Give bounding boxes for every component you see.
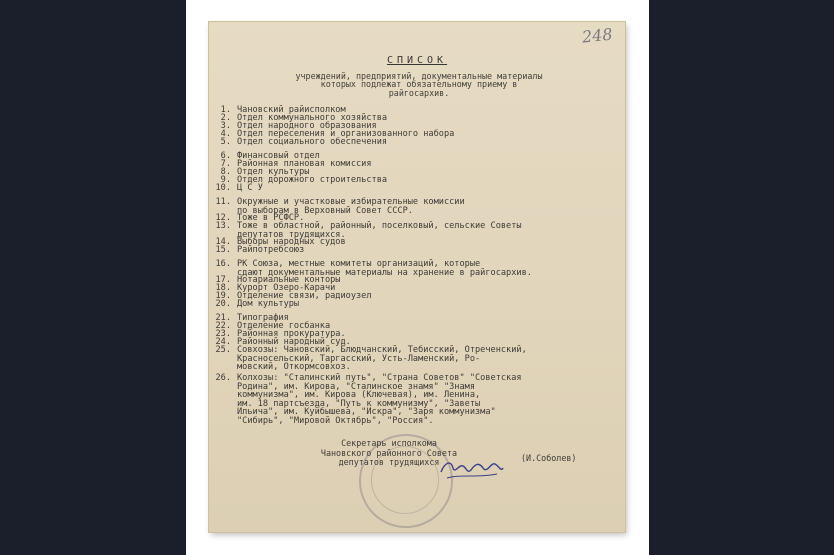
list-item-text: Отдел социального обеспечения: [237, 137, 388, 147]
list-item-text: Родина", им. Кирова, "Сталинское знамя" "Знамя: [237, 381, 475, 392]
list-item-text: Районный народный суд.: [237, 337, 351, 347]
list-item-text: Отделение госбанка: [237, 321, 331, 331]
list-item-text: Колхозы: "Сталинский путь", "Страна Советов" "Советская: [237, 373, 522, 383]
list-item-text: Ц С У: [237, 183, 263, 193]
list-item-text: коммунизма", им. Кирова (Ключевая), им. Ленина,: [237, 390, 481, 401]
list-item-text: депутатов трудящихся.: [237, 229, 346, 240]
list-item-text: Окружные и участковые избирательные комиссии: [237, 197, 465, 207]
signature-line: Чановского районного Совета: [320, 447, 458, 458]
subtitle-line: райгосархив.: [388, 87, 450, 98]
list-item-number: 16.: [215, 259, 231, 269]
list-item-text: Отдел культуры: [237, 167, 310, 177]
list-item-text: Типография: [237, 313, 289, 323]
list-item-text: Отдел народного образования: [237, 121, 377, 131]
list-item-number: 1.: [220, 105, 231, 115]
list-item-number: 12.: [215, 213, 231, 223]
list-item-text: Районная плановая комиссия: [237, 159, 372, 169]
list-item-number: 22.: [215, 321, 231, 331]
subtitle-line: которых подлежат обязательному приему в: [320, 79, 518, 90]
list-item-number: 21.: [215, 313, 231, 323]
list-item-number: 15.: [215, 245, 231, 255]
list-item-text: Финансовый отдел: [237, 151, 320, 161]
list-item-text: Отдел дорожного строительства: [237, 175, 388, 185]
list-item-number: 4.: [220, 129, 231, 139]
list-item-number: 26.: [215, 373, 231, 383]
list-item-number: 25.: [215, 345, 231, 355]
list-item-number: 24.: [215, 337, 231, 347]
list-item: [213, 138, 387, 147]
list-item-text: Дом культуры: [237, 299, 300, 309]
list-item-text: Отделение связи, радиоузел: [237, 291, 372, 301]
list-item: [213, 246, 304, 255]
archive-sheet-number: 248: [581, 24, 614, 47]
signer-name: (И.Соболев): [521, 453, 577, 463]
list-item-number: 23.: [215, 329, 231, 339]
list-item-number: 10.: [215, 183, 231, 193]
list-item-number: 2.: [220, 113, 231, 123]
list-item-text: Ильича", им. Куйбышева, "Искра", "Заря коммунизма": [237, 407, 496, 418]
list-item-number: 7.: [220, 159, 231, 169]
list-item-text: по выборам в Верховный Совет СССР.: [237, 205, 413, 216]
list-item-text: сдают документальные материалы на хранение в райгосархив.: [237, 267, 532, 278]
list-item-text: Райпотребсоюз: [237, 245, 305, 255]
signature-line: Секретарь исполкома: [341, 438, 437, 448]
list-item-text: Отдел коммунального хозяйства: [237, 113, 388, 123]
subtitle-line: учреждений, предприятий, документальные материалы: [295, 71, 543, 81]
document-title: СПИСОК: [386, 55, 448, 66]
list-item-text: Красносельский, Таргасский, Усть-Ламенский, Ро-: [237, 353, 481, 364]
right-dark-panel: [649, 0, 834, 555]
list-item-number: 14.: [215, 237, 231, 247]
list-item: [213, 374, 522, 426]
left-dark-panel: [0, 0, 186, 555]
list-item-text: Районная прокуратура.: [237, 329, 346, 339]
list-item-text: "Сибирь", "Мировой Октябрь", "Россия".: [237, 415, 434, 426]
list-item-number: 20.: [215, 299, 231, 309]
list-item-number: 6.: [220, 151, 231, 161]
list-item-text: РК Союза, местные комитеты организаций, которые: [237, 259, 481, 269]
document-page: [209, 22, 625, 532]
list-item-number: 13.: [215, 221, 231, 231]
list-item: [213, 346, 527, 372]
list-item-number: 11.: [215, 197, 231, 207]
list-item-number: 8.: [220, 167, 231, 177]
list-item-number: 5.: [220, 137, 231, 147]
list-item-number: 3.: [220, 121, 231, 131]
list-item-text: Чановский райисполком: [237, 105, 346, 115]
list-item-text: Нотариальные конторы: [237, 275, 341, 285]
list-item-number: 17.: [215, 275, 231, 285]
list-item-text: Отдел переселения и организованного набора: [237, 129, 455, 139]
list-item-text: Выборы народных судов: [237, 237, 346, 247]
list-item-text: Тоже в областной, районный, поселковый, сельские Советы: [237, 221, 522, 231]
list-item-text: Совхозы: Чановский, Блюдчанский, Тебисский, Отреченский,: [237, 345, 527, 355]
list-item: [213, 184, 263, 193]
list-item-text: мовский, Откормсовхоз.: [237, 362, 351, 373]
list-item-number: 9.: [220, 175, 231, 185]
list-item-number: 18.: [215, 283, 231, 293]
list-item-text: им. 18 партсъезда, "Путь к коммунизму", "Заветы: [237, 398, 481, 409]
list-item-text: Курорт Озеро-Карачи: [237, 283, 336, 293]
list-item-text: Тоже в РСФСР.: [237, 213, 305, 223]
list-item-number: 19.: [215, 291, 231, 301]
signature-line: депутатов трудящихся: [338, 457, 440, 467]
list-item: [213, 300, 299, 309]
handwritten-signature: [437, 452, 507, 484]
